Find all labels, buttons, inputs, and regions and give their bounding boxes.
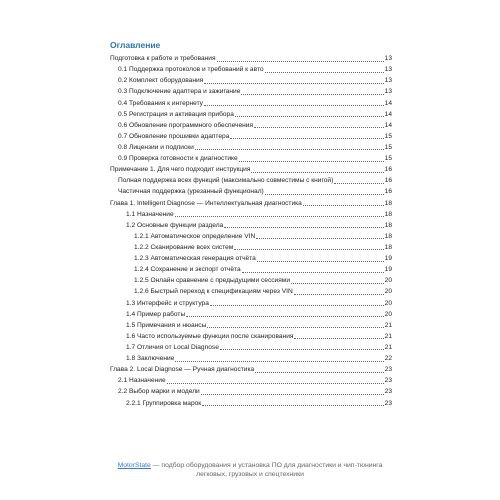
toc-entry-page: 18 [384,243,392,251]
toc-entry-page: 14 [384,99,392,107]
toc-dot-leader [294,294,384,295]
toc-entry[interactable] [110,296,392,307]
toc-dot-leader [167,383,384,384]
toc-entry-label: 2.1 Назначение [118,377,166,385]
toc-entry[interactable] [110,96,392,107]
toc-title: Оглавление [110,40,161,50]
toc-entry[interactable] [110,85,392,96]
toc-entry-page: 15 [384,143,392,151]
toc-entry-page: 18 [384,221,392,229]
toc-entry-label: 1.2.5 Онлайн сравнение с предыдущими сессиями [134,277,291,285]
toc-entry-page: 13 [384,66,392,74]
toc-dot-leader [303,205,384,206]
toc-dot-leader [175,216,384,217]
toc-dot-leader [239,161,384,162]
toc-entry-label: 0.7 Обновление прошивки адаптера [118,132,230,140]
toc-dot-leader [195,149,384,150]
toc-entry-label: 0.9 Проверка готовности к диагностике [118,155,238,163]
toc-entry-label: 0.5 Регистрация и активация прибора [118,110,234,118]
toc-entry-label: Глава 1. Intelligent Diagnose — Интеллектуальная диагностика [110,199,302,207]
toc-entry-label: 2.2 Выбор марки и модели [118,388,200,396]
toc-entry-label: 0.6 Обновление программного обеспечения [118,121,254,129]
toc-entry[interactable] [110,230,392,241]
toc-entry-page: 21 [384,343,392,351]
toc-entry-page: 15 [384,155,392,163]
toc-entry[interactable] [110,130,392,141]
toc-entry-page: 14 [384,110,392,118]
toc-entry[interactable] [110,308,392,319]
toc-entry-page: 23 [384,388,392,396]
toc-dot-leader [254,127,384,128]
footer-line-2: легковых, грузовых и спецтехники [196,471,304,478]
toc-entry[interactable] [110,219,392,230]
page-footer [60,461,440,479]
toc-dot-leader [224,227,383,228]
toc-entry[interactable] [110,263,392,274]
toc-dot-leader [201,394,384,395]
toc-dot-leader [291,283,384,284]
toc-dot-leader [186,316,383,317]
toc-entry[interactable] [110,285,392,296]
toc-dot-leader [204,83,383,84]
toc-entry[interactable] [110,274,392,285]
toc-dot-leader [204,105,384,106]
footer-brand-link[interactable]: MotorState [117,462,151,469]
toc-dot-leader [175,361,383,362]
toc-dot-leader [220,349,384,350]
toc-entry-label: 1.1 Назначение [126,210,174,218]
toc-entry-label: 1.2.2 Сканирование всех систем [134,243,234,251]
toc-dot-leader [235,116,384,117]
toc-entry-page: 20 [384,310,392,318]
toc-entry[interactable] [110,396,392,407]
toc-entry-page: 23 [384,366,392,374]
toc-entry-label: 0.3 Подключение адаптера и зажигание [118,88,241,96]
footer-text: — подбор оборудования и установка ПО для диагностики и чип-тюнинга [150,462,383,469]
toc-dot-leader [265,194,384,195]
toc-entry[interactable] [110,163,392,174]
footer-line-1 [60,461,440,470]
toc-entry-label: 1.8 Заключение [126,355,175,363]
toc-dot-leader [210,305,384,306]
toc-entry-label: 1.2.3 Автоматическая генерация отчёта [134,255,256,263]
toc-entry-label: 1.2.4 Сохранение и экспорт отчёта [134,266,241,274]
toc-entry-page: 13 [384,88,392,96]
toc-entry-page: 15 [384,132,392,140]
toc-dot-leader [257,261,384,262]
toc-entry[interactable] [110,352,392,363]
toc-entry-label: Полная поддержка всех функций (максимально совместимы с книгой) [118,177,334,185]
toc-entry-page: 21 [384,321,392,329]
toc-dot-leader [241,94,383,95]
toc-dot-leader [256,238,383,239]
toc-entry[interactable] [110,185,392,196]
toc-dot-leader [230,138,383,139]
toc-entry-label: 1.7 Отличия от Local Diagnose [126,343,219,351]
toc-entry-page: 20 [384,299,392,307]
toc-entry-label: 0.4 Требования к интернету [118,99,203,107]
toc-entry[interactable] [110,174,392,185]
toc-entry-label: Глава 2. Local Diagnose — Ручная диагностика [110,366,255,374]
toc-entry-label: 0.2 Комплект оборудования [118,77,204,85]
toc-entry[interactable] [110,141,392,152]
toc-dot-leader [207,327,383,328]
toc-entry-page: 23 [384,399,392,407]
toc-entry-page: 19 [384,255,392,263]
toc-dot-leader [265,72,384,73]
toc-entry-label: 1.2 Основные функции раздела [126,221,224,229]
toc-entry-label: 0.8 Лицензии и подписки [118,143,194,151]
toc-dot-leader [217,61,384,62]
toc-entry[interactable] [110,319,392,330]
toc-entry-page: 16 [384,166,392,174]
toc-entry[interactable] [110,385,392,396]
toc-entry-page: 16 [384,177,392,185]
toc-entry[interactable] [110,374,392,385]
toc-entry[interactable] [110,74,392,85]
toc-entry[interactable] [110,241,392,252]
toc-entry-label: Примечание 1. Для чего подходит инструкция [110,166,251,174]
toc-entry-page: 13 [384,55,392,63]
toc-entry-label: 1.2.6 Быстрый переход к спецификациям через VIN [134,288,293,296]
toc-entry-page: 20 [384,277,392,285]
toc-entry-page: 14 [384,121,392,129]
toc-entry-label: 0.1 Поддержка протоколов и требований к авто [118,66,264,74]
toc-entry-label: 1.6 Часто используемые функции после сканирования [126,332,294,340]
toc-dot-leader [202,405,383,406]
toc-entry[interactable] [110,363,392,374]
toc-entry-page: 20 [384,288,392,296]
toc-dot-leader [255,372,384,373]
toc-entry-page: 16 [384,188,392,196]
toc-dot-leader [334,183,383,184]
toc-entry-label: Подготовка к работе и требования [110,55,216,63]
table-of-contents [110,52,392,408]
toc-entry[interactable] [110,341,392,352]
toc-entry[interactable] [110,152,392,163]
toc-entry-page: 13 [384,77,392,85]
toc-entry-page: 18 [384,199,392,207]
toc-entry-label: 1.2.1 Автоматическое определение VIN [134,232,256,240]
toc-entry[interactable] [110,119,392,130]
toc-entry-label: 1.4 Пример работы [126,310,186,318]
toc-entry-page: 21 [384,332,392,340]
toc-dot-leader [251,172,383,173]
toc-entry[interactable] [110,108,392,119]
toc-entry-label: 1.5 Примечания и нюансы [126,321,207,329]
toc-entry[interactable] [110,63,392,74]
toc-dot-leader [242,272,384,273]
toc-entry[interactable] [110,196,392,207]
toc-entry[interactable] [110,330,392,341]
toc-entry-label: 1.3 Интерфейс и структура [126,299,209,307]
toc-entry-page: 19 [384,266,392,274]
toc-entry-page: 22 [384,355,392,363]
toc-dot-leader [234,249,383,250]
toc-entry-page: 18 [384,232,392,240]
toc-entry-page: 23 [384,377,392,385]
toc-entry-page: 18 [384,210,392,218]
toc-entry[interactable] [110,208,392,219]
toc-dot-leader [294,338,383,339]
toc-entry-label: 2.2.1 Группировка марок [126,399,202,407]
toc-entry[interactable] [110,252,392,263]
toc-entry[interactable] [110,52,392,63]
toc-entry-label: Частичная поддержка (урезанный функционал) [118,188,264,196]
